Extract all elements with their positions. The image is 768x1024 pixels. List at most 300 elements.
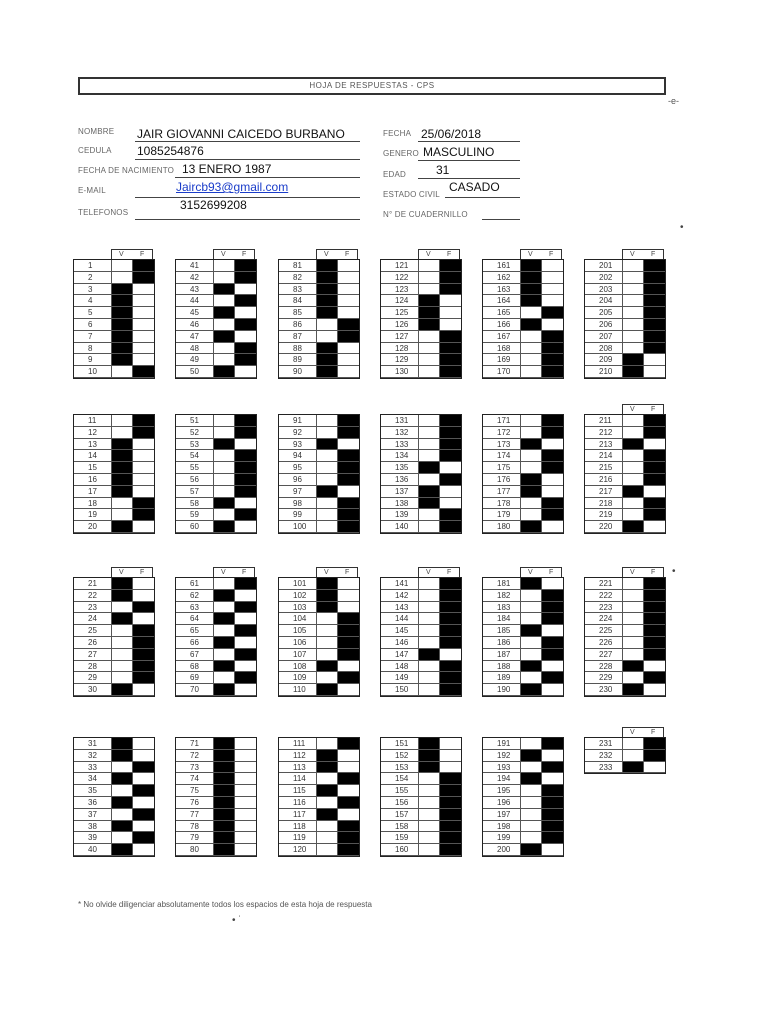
bubble-v[interactable] [623, 319, 644, 330]
bubble-v[interactable] [214, 578, 235, 589]
bubble-v[interactable] [521, 331, 542, 342]
bubble-v[interactable] [623, 750, 644, 761]
bubble-f[interactable] [440, 272, 461, 283]
bubble-f[interactable] [542, 295, 563, 306]
bubble-v[interactable] [317, 821, 338, 832]
bubble-v[interactable] [521, 797, 542, 808]
bubble-f[interactable] [542, 661, 563, 672]
bubble-f[interactable] [133, 832, 154, 843]
bubble-f[interactable] [440, 578, 461, 589]
bubble-v[interactable] [112, 649, 133, 660]
bubble-v[interactable] [419, 366, 440, 377]
bubble-f[interactable] [542, 260, 563, 271]
bubble-f[interactable] [338, 331, 359, 342]
bubble-f[interactable] [440, 762, 461, 773]
bubble-f[interactable] [440, 462, 461, 473]
bubble-v[interactable] [214, 486, 235, 497]
bubble-f[interactable] [235, 509, 256, 520]
bubble-f[interactable] [235, 649, 256, 660]
bubble-f[interactable] [542, 602, 563, 613]
bubble-f[interactable] [338, 498, 359, 509]
bubble-f[interactable] [235, 738, 256, 749]
bubble-v[interactable] [317, 319, 338, 330]
bubble-v[interactable] [521, 427, 542, 438]
bubble-f[interactable] [235, 809, 256, 820]
bubble-f[interactable] [338, 343, 359, 354]
bubble-v[interactable] [419, 602, 440, 613]
bubble-v[interactable] [623, 672, 644, 683]
bubble-f[interactable] [440, 684, 461, 695]
bubble-f[interactable] [644, 295, 665, 306]
bubble-v[interactable] [317, 498, 338, 509]
bubble-v[interactable] [214, 474, 235, 485]
bubble-v[interactable] [112, 272, 133, 283]
bubble-f[interactable] [440, 750, 461, 761]
bubble-v[interactable] [112, 797, 133, 808]
bubble-v[interactable] [419, 637, 440, 648]
bubble-v[interactable] [214, 672, 235, 683]
bubble-f[interactable] [542, 415, 563, 426]
bubble-v[interactable] [214, 844, 235, 855]
bubble-v[interactable] [317, 509, 338, 520]
bubble-f[interactable] [235, 331, 256, 342]
bubble-v[interactable] [214, 762, 235, 773]
bubble-f[interactable] [644, 427, 665, 438]
bubble-v[interactable] [112, 762, 133, 773]
bubble-f[interactable] [440, 509, 461, 520]
bubble-f[interactable] [644, 578, 665, 589]
bubble-f[interactable] [542, 343, 563, 354]
bubble-f[interactable] [133, 602, 154, 613]
bubble-v[interactable] [317, 474, 338, 485]
bubble-v[interactable] [112, 260, 133, 271]
bubble-f[interactable] [235, 762, 256, 773]
bubble-f[interactable] [542, 450, 563, 461]
bubble-v[interactable] [214, 521, 235, 532]
bubble-v[interactable] [623, 260, 644, 271]
bubble-v[interactable] [623, 284, 644, 295]
bubble-f[interactable] [644, 649, 665, 660]
bubble-v[interactable] [112, 625, 133, 636]
bubble-v[interactable] [112, 809, 133, 820]
bubble-f[interactable] [235, 613, 256, 624]
bubble-v[interactable] [214, 366, 235, 377]
bubble-f[interactable] [133, 486, 154, 497]
bubble-v[interactable] [214, 272, 235, 283]
bubble-f[interactable] [440, 498, 461, 509]
bubble-v[interactable] [419, 427, 440, 438]
bubble-f[interactable] [235, 773, 256, 784]
bubble-v[interactable] [521, 590, 542, 601]
bubble-v[interactable] [419, 750, 440, 761]
bubble-f[interactable] [338, 672, 359, 683]
bubble-f[interactable] [338, 319, 359, 330]
bubble-f[interactable] [338, 272, 359, 283]
bubble-v[interactable] [521, 649, 542, 660]
bubble-v[interactable] [214, 427, 235, 438]
bubble-v[interactable] [214, 284, 235, 295]
bubble-v[interactable] [214, 331, 235, 342]
bubble-v[interactable] [419, 307, 440, 318]
bubble-v[interactable] [112, 785, 133, 796]
bubble-v[interactable] [214, 354, 235, 365]
bubble-f[interactable] [440, 821, 461, 832]
bubble-f[interactable] [338, 762, 359, 773]
bubble-f[interactable] [338, 773, 359, 784]
bubble-v[interactable] [112, 307, 133, 318]
bubble-v[interactable] [317, 661, 338, 672]
bubble-f[interactable] [338, 260, 359, 271]
bubble-f[interactable] [542, 307, 563, 318]
bubble-f[interactable] [133, 809, 154, 820]
bubble-f[interactable] [644, 319, 665, 330]
bubble-f[interactable] [133, 821, 154, 832]
bubble-v[interactable] [112, 750, 133, 761]
bubble-f[interactable] [338, 750, 359, 761]
bubble-v[interactable] [419, 498, 440, 509]
bubble-v[interactable] [521, 319, 542, 330]
bubble-v[interactable] [521, 295, 542, 306]
bubble-v[interactable] [214, 498, 235, 509]
bubble-v[interactable] [623, 486, 644, 497]
bubble-v[interactable] [317, 415, 338, 426]
bubble-f[interactable] [542, 331, 563, 342]
bubble-f[interactable] [133, 331, 154, 342]
bubble-v[interactable] [317, 439, 338, 450]
bubble-v[interactable] [623, 498, 644, 509]
bubble-f[interactable] [440, 637, 461, 648]
bubble-f[interactable] [644, 284, 665, 295]
bubble-f[interactable] [133, 773, 154, 784]
bubble-v[interactable] [317, 773, 338, 784]
bubble-v[interactable] [521, 343, 542, 354]
bubble-v[interactable] [214, 625, 235, 636]
bubble-f[interactable] [440, 738, 461, 749]
bubble-f[interactable] [542, 797, 563, 808]
bubble-f[interactable] [235, 474, 256, 485]
bubble-f[interactable] [440, 415, 461, 426]
bubble-v[interactable] [419, 319, 440, 330]
bubble-f[interactable] [542, 821, 563, 832]
bubble-v[interactable] [317, 602, 338, 613]
bubble-f[interactable] [133, 521, 154, 532]
bubble-v[interactable] [521, 821, 542, 832]
bubble-f[interactable] [542, 590, 563, 601]
bubble-f[interactable] [542, 809, 563, 820]
bubble-v[interactable] [521, 462, 542, 473]
bubble-f[interactable] [542, 427, 563, 438]
bubble-v[interactable] [214, 439, 235, 450]
bubble-v[interactable] [317, 260, 338, 271]
bubble-v[interactable] [521, 272, 542, 283]
bubble-v[interactable] [623, 415, 644, 426]
bubble-v[interactable] [419, 785, 440, 796]
bubble-f[interactable] [133, 354, 154, 365]
bubble-v[interactable] [317, 462, 338, 473]
bubble-v[interactable] [623, 521, 644, 532]
bubble-v[interactable] [521, 750, 542, 761]
bubble-f[interactable] [644, 509, 665, 520]
bubble-v[interactable] [214, 821, 235, 832]
bubble-f[interactable] [133, 672, 154, 683]
bubble-v[interactable] [419, 260, 440, 271]
bubble-f[interactable] [542, 637, 563, 648]
bubble-v[interactable] [521, 260, 542, 271]
bubble-f[interactable] [440, 474, 461, 485]
bubble-v[interactable] [623, 474, 644, 485]
bubble-v[interactable] [112, 578, 133, 589]
bubble-v[interactable] [419, 821, 440, 832]
bubble-f[interactable] [542, 672, 563, 683]
bubble-v[interactable] [112, 498, 133, 509]
bubble-v[interactable] [419, 684, 440, 695]
bubble-f[interactable] [235, 625, 256, 636]
bubble-v[interactable] [521, 832, 542, 843]
bubble-f[interactable] [338, 637, 359, 648]
bubble-f[interactable] [235, 498, 256, 509]
bubble-f[interactable] [338, 590, 359, 601]
bubble-f[interactable] [542, 762, 563, 773]
bubble-f[interactable] [133, 797, 154, 808]
bubble-v[interactable] [317, 785, 338, 796]
bubble-v[interactable] [521, 762, 542, 773]
bubble-f[interactable] [542, 738, 563, 749]
bubble-f[interactable] [133, 785, 154, 796]
bubble-v[interactable] [419, 738, 440, 749]
bubble-f[interactable] [235, 366, 256, 377]
bubble-v[interactable] [214, 832, 235, 843]
bubble-f[interactable] [542, 474, 563, 485]
bubble-f[interactable] [542, 366, 563, 377]
bubble-f[interactable] [133, 439, 154, 450]
bubble-f[interactable] [644, 331, 665, 342]
bubble-f[interactable] [235, 832, 256, 843]
bubble-f[interactable] [644, 637, 665, 648]
bubble-f[interactable] [133, 427, 154, 438]
bubble-f[interactable] [542, 439, 563, 450]
bubble-v[interactable] [521, 486, 542, 497]
bubble-v[interactable] [214, 260, 235, 271]
bubble-v[interactable] [112, 486, 133, 497]
bubble-f[interactable] [235, 450, 256, 461]
bubble-f[interactable] [644, 762, 665, 773]
bubble-v[interactable] [112, 462, 133, 473]
bubble-f[interactable] [133, 590, 154, 601]
bubble-v[interactable] [112, 613, 133, 624]
bubble-v[interactable] [419, 509, 440, 520]
bubble-f[interactable] [338, 509, 359, 520]
bubble-f[interactable] [542, 625, 563, 636]
bubble-f[interactable] [133, 366, 154, 377]
bubble-v[interactable] [317, 272, 338, 283]
bubble-v[interactable] [419, 415, 440, 426]
bubble-f[interactable] [133, 649, 154, 660]
bubble-v[interactable] [521, 844, 542, 855]
bubble-f[interactable] [644, 661, 665, 672]
bubble-f[interactable] [338, 661, 359, 672]
bubble-f[interactable] [338, 821, 359, 832]
bubble-v[interactable] [317, 649, 338, 660]
bubble-v[interactable] [623, 307, 644, 318]
bubble-f[interactable] [542, 785, 563, 796]
bubble-v[interactable] [623, 661, 644, 672]
bubble-v[interactable] [521, 672, 542, 683]
bubble-v[interactable] [214, 613, 235, 624]
bubble-f[interactable] [644, 738, 665, 749]
bubble-v[interactable] [521, 509, 542, 520]
bubble-v[interactable] [317, 832, 338, 843]
bubble-f[interactable] [235, 590, 256, 601]
bubble-f[interactable] [338, 474, 359, 485]
bubble-f[interactable] [542, 844, 563, 855]
bubble-v[interactable] [521, 498, 542, 509]
bubble-f[interactable] [235, 797, 256, 808]
bubble-f[interactable] [542, 613, 563, 624]
bubble-f[interactable] [133, 462, 154, 473]
bubble-v[interactable] [521, 578, 542, 589]
bubble-v[interactable] [521, 613, 542, 624]
bubble-v[interactable] [419, 773, 440, 784]
bubble-f[interactable] [644, 613, 665, 624]
bubble-v[interactable] [112, 427, 133, 438]
bubble-f[interactable] [440, 331, 461, 342]
bubble-v[interactable] [623, 343, 644, 354]
bubble-f[interactable] [133, 415, 154, 426]
bubble-v[interactable] [419, 809, 440, 820]
bubble-v[interactable] [112, 590, 133, 601]
bubble-v[interactable] [419, 343, 440, 354]
bubble-v[interactable] [623, 602, 644, 613]
bubble-f[interactable] [644, 307, 665, 318]
bubble-v[interactable] [112, 684, 133, 695]
bubble-v[interactable] [317, 284, 338, 295]
bubble-v[interactable] [317, 684, 338, 695]
bubble-f[interactable] [644, 272, 665, 283]
bubble-v[interactable] [623, 295, 644, 306]
bubble-f[interactable] [440, 625, 461, 636]
bubble-f[interactable] [235, 844, 256, 855]
bubble-v[interactable] [521, 450, 542, 461]
bubble-v[interactable] [317, 331, 338, 342]
bubble-v[interactable] [521, 415, 542, 426]
bubble-v[interactable] [419, 762, 440, 773]
bubble-v[interactable] [317, 295, 338, 306]
bubble-v[interactable] [419, 354, 440, 365]
bubble-v[interactable] [623, 738, 644, 749]
bubble-f[interactable] [542, 509, 563, 520]
bubble-v[interactable] [214, 750, 235, 761]
bubble-v[interactable] [112, 672, 133, 683]
bubble-v[interactable] [623, 637, 644, 648]
bubble-v[interactable] [521, 307, 542, 318]
bubble-v[interactable] [419, 844, 440, 855]
bubble-v[interactable] [521, 366, 542, 377]
bubble-v[interactable] [623, 590, 644, 601]
bubble-v[interactable] [521, 284, 542, 295]
bubble-f[interactable] [440, 295, 461, 306]
bubble-f[interactable] [542, 462, 563, 473]
bubble-v[interactable] [112, 415, 133, 426]
bubble-v[interactable] [623, 684, 644, 695]
bubble-f[interactable] [133, 284, 154, 295]
bubble-f[interactable] [235, 602, 256, 613]
bubble-f[interactable] [133, 509, 154, 520]
bubble-v[interactable] [521, 602, 542, 613]
bubble-f[interactable] [644, 343, 665, 354]
bubble-v[interactable] [623, 450, 644, 461]
bubble-v[interactable] [521, 738, 542, 749]
bubble-v[interactable] [214, 785, 235, 796]
bubble-f[interactable] [338, 809, 359, 820]
bubble-f[interactable] [644, 750, 665, 761]
bubble-v[interactable] [112, 821, 133, 832]
bubble-v[interactable] [419, 284, 440, 295]
bubble-v[interactable] [112, 661, 133, 672]
bubble-v[interactable] [214, 415, 235, 426]
bubble-f[interactable] [338, 450, 359, 461]
bubble-f[interactable] [133, 260, 154, 271]
bubble-f[interactable] [644, 439, 665, 450]
bubble-f[interactable] [440, 307, 461, 318]
bubble-v[interactable] [214, 450, 235, 461]
bubble-v[interactable] [521, 354, 542, 365]
bubble-f[interactable] [235, 821, 256, 832]
bubble-v[interactable] [112, 319, 133, 330]
bubble-f[interactable] [542, 649, 563, 660]
bubble-v[interactable] [419, 649, 440, 660]
bubble-f[interactable] [440, 439, 461, 450]
bubble-f[interactable] [440, 797, 461, 808]
bubble-f[interactable] [542, 272, 563, 283]
bubble-f[interactable] [644, 521, 665, 532]
bubble-f[interactable] [338, 354, 359, 365]
bubble-v[interactable] [419, 295, 440, 306]
bubble-f[interactable] [440, 450, 461, 461]
bubble-f[interactable] [133, 613, 154, 624]
bubble-v[interactable] [214, 509, 235, 520]
bubble-v[interactable] [112, 637, 133, 648]
bubble-f[interactable] [542, 354, 563, 365]
bubble-v[interactable] [214, 797, 235, 808]
bubble-v[interactable] [521, 625, 542, 636]
bubble-v[interactable] [623, 427, 644, 438]
bubble-f[interactable] [235, 295, 256, 306]
bubble-v[interactable] [112, 331, 133, 342]
bubble-f[interactable] [338, 439, 359, 450]
bubble-f[interactable] [440, 602, 461, 613]
bubble-v[interactable] [317, 427, 338, 438]
bubble-f[interactable] [644, 354, 665, 365]
bubble-f[interactable] [440, 785, 461, 796]
bubble-v[interactable] [317, 366, 338, 377]
bubble-v[interactable] [419, 486, 440, 497]
bubble-f[interactable] [133, 307, 154, 318]
bubble-v[interactable] [317, 307, 338, 318]
bubble-v[interactable] [112, 844, 133, 855]
bubble-f[interactable] [133, 738, 154, 749]
bubble-f[interactable] [440, 260, 461, 271]
bubble-f[interactable] [235, 672, 256, 683]
bubble-f[interactable] [440, 427, 461, 438]
bubble-v[interactable] [419, 625, 440, 636]
bubble-f[interactable] [338, 486, 359, 497]
bubble-v[interactable] [623, 462, 644, 473]
bubble-f[interactable] [235, 439, 256, 450]
bubble-v[interactable] [419, 521, 440, 532]
bubble-f[interactable] [542, 521, 563, 532]
bubble-v[interactable] [623, 439, 644, 450]
bubble-v[interactable] [419, 450, 440, 461]
